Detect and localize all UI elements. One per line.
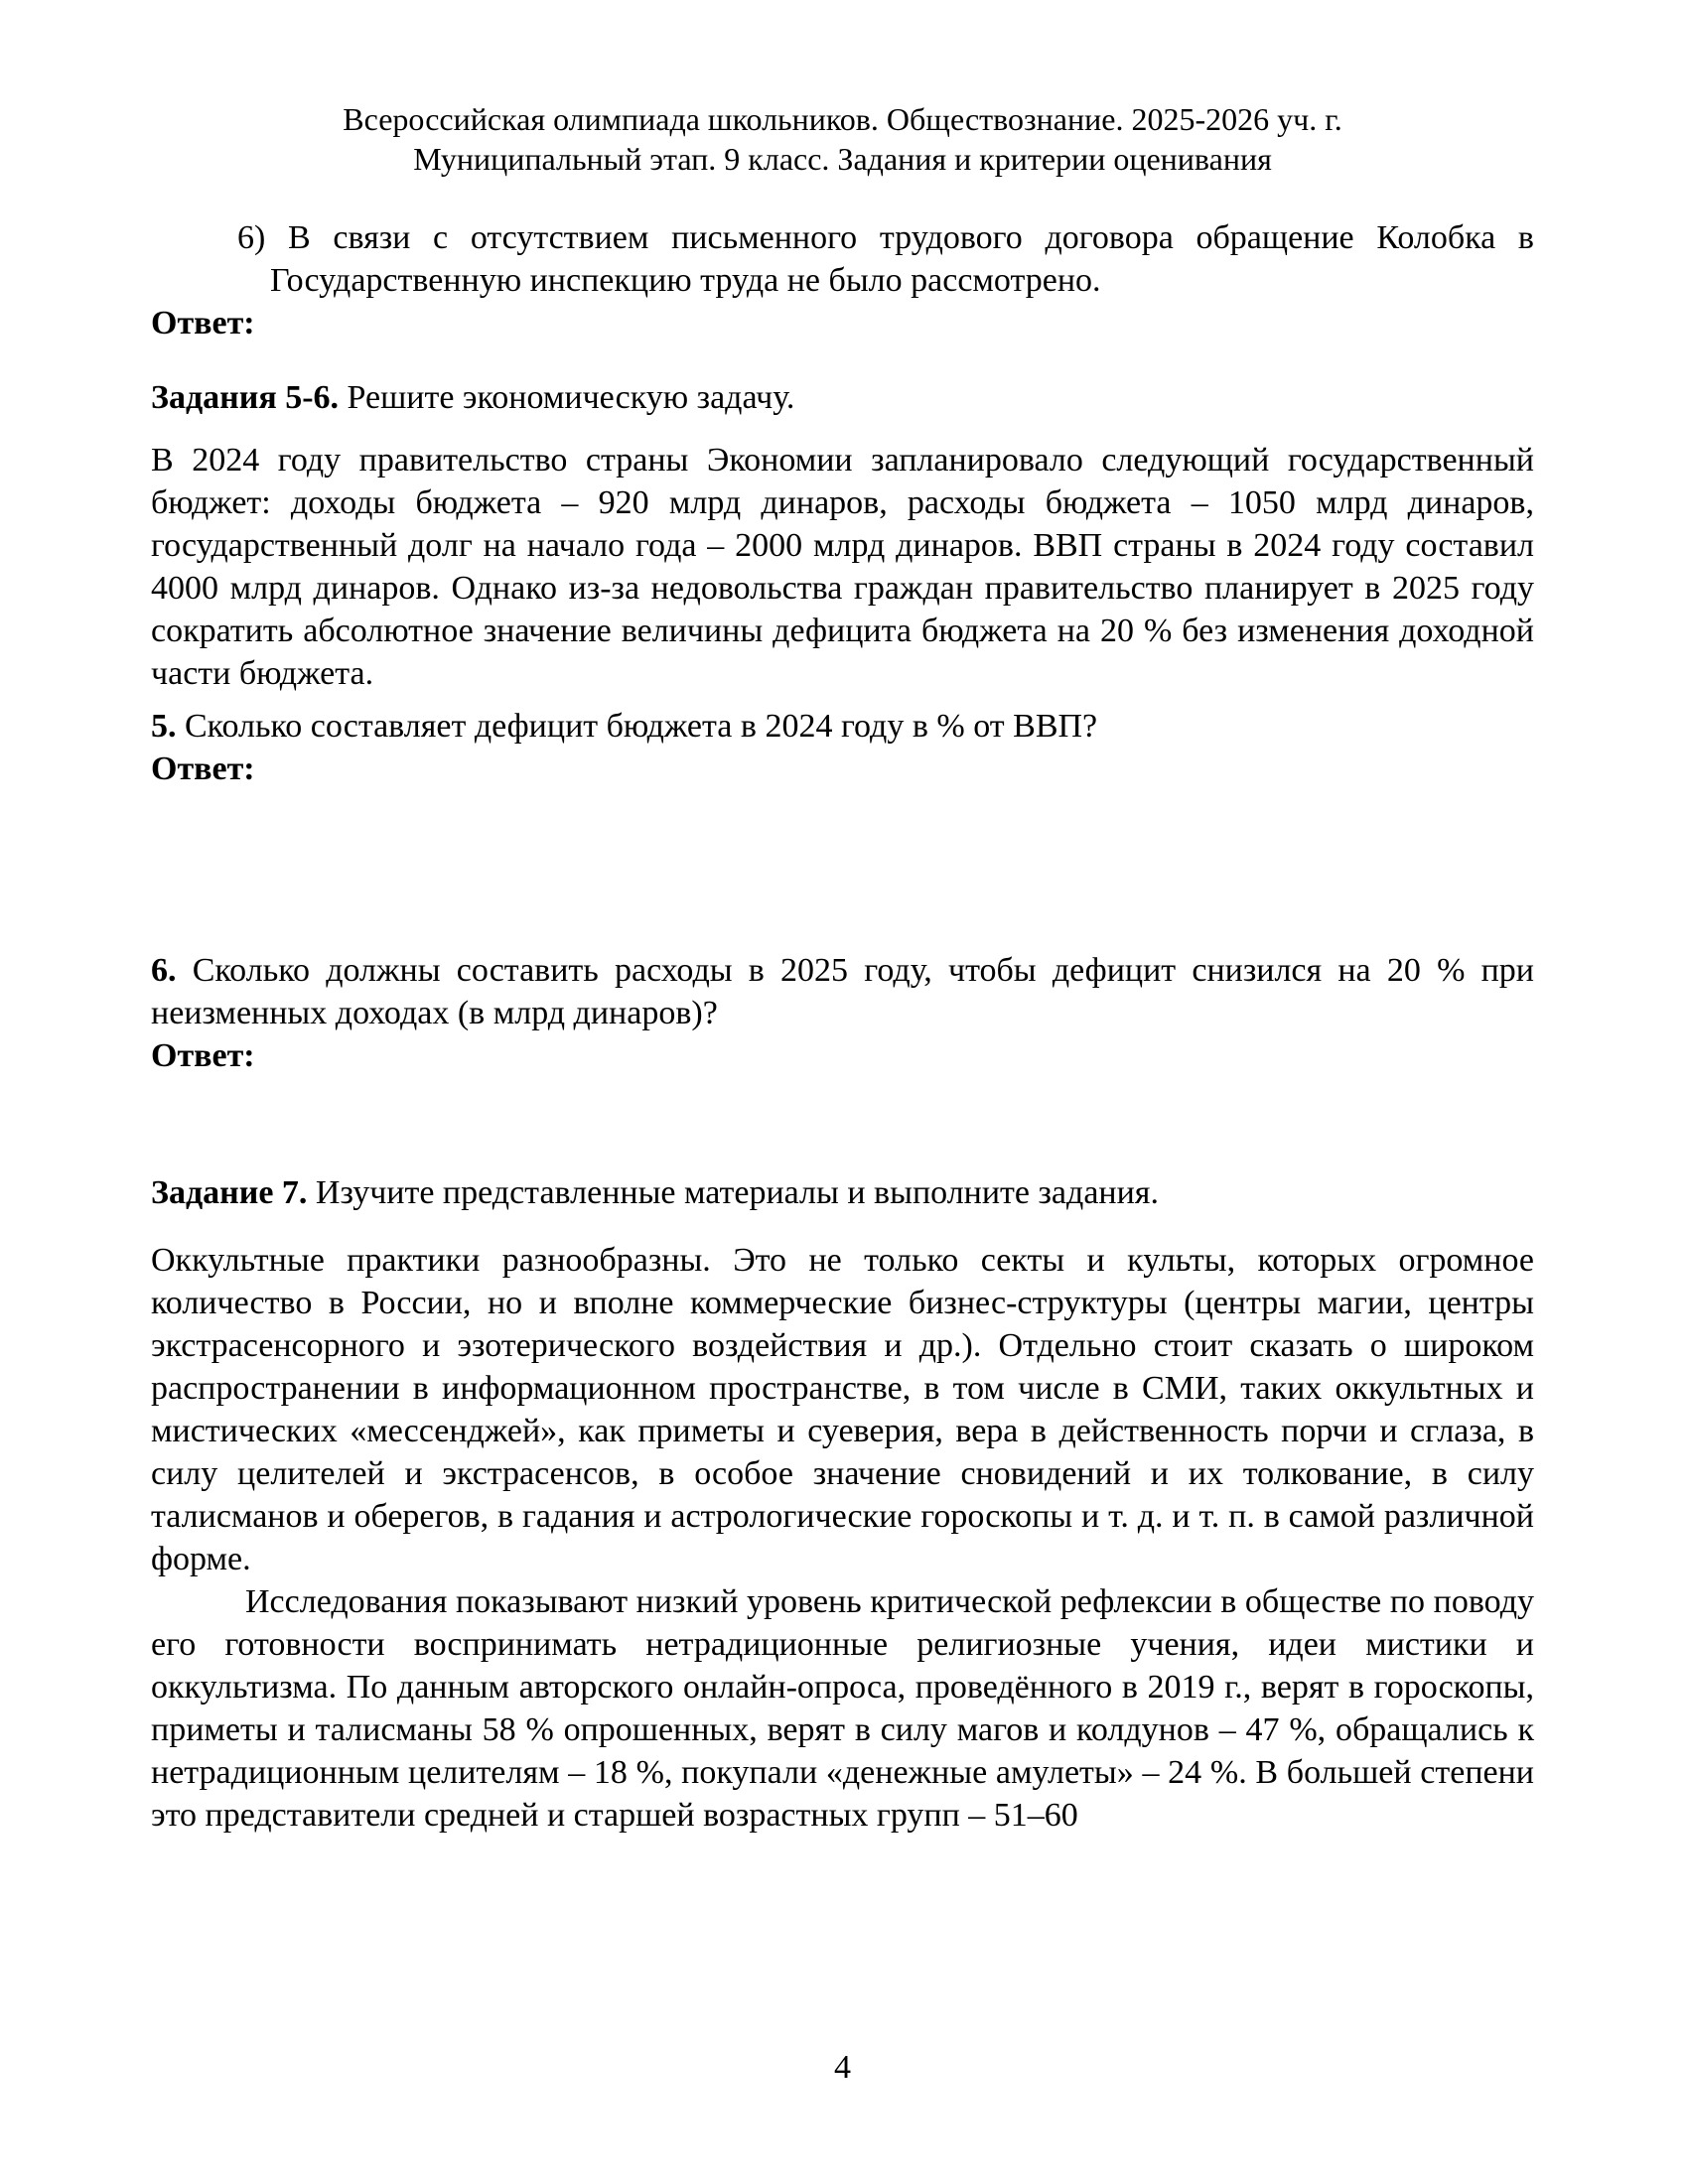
economic-problem-text: В 2024 году правительство страны Экономии запланировало следующий государственный бюджет: доходы бюджета – 920 млрд динаров, расходы бюджета – 1050 млрд динаров, государственный долг на начало года – 2000 млрд динаров. ВВП страны в 2024 году составил 4000 млрд динаров. Однако из-за недовольства граждан правительство планирует в 2025 году сократить абсолютное значение величины дефицита бюджета на 20 % без изменения доходной части бюджета. [151,442,1534,692]
item-6-text: 6) В связи с отсутствием письменного трудового договора обращение Колобка в Государственную инспекцию труда не было рассмотрено. [237,219,1534,299]
task-7-heading [151,1171,1534,1214]
answer-label-question-6: Ответ: [151,1037,255,1074]
tasks-5-6-heading-text: Решите экономическую задачу. [339,379,795,416]
tasks-5-6-heading-number: Задания 5-6. [151,379,340,416]
question-6-text: Сколько должны составить расходы в 2025 году, чтобы дефицит снизился на 20 % при неизменных доходах (в млрд динаров)? [151,952,1534,1031]
answer-label-item6: Ответ: [151,305,255,341]
question-5 [151,705,1534,748]
task-7-heading-text: Изучите представленные материалы и выполните задания. [307,1174,1159,1211]
answer-label-question-5: Ответ: [151,751,255,787]
tasks-5-6-heading [151,376,1534,419]
question-5-number: 5. [151,708,177,745]
question-6-number: 6. [151,952,177,989]
document-header [151,99,1534,179]
header-line-2: Муниципальный этап. 9 класс. Задания и критерии оценивания [413,141,1272,177]
question-6 [151,949,1534,1034]
task-7-heading-number: Задание 7. [151,1174,308,1211]
page-number: 4 [834,2049,851,2086]
task-7-material-paragraph-1: Оккультные практики разнообразны. Это не только секты и культы, которых огромное количество в России, но и вполне коммерческие бизнес-структуры (центры магии, центры экстрасенсорного и эзотерического воздействия и др.). Отдельно стоит сказать о широком распространении в информационном пространстве, в том числе в СМИ, таких оккультных и мистических «мессенджей», как приметы и суеверия, вера в действенность порчи и сглаза, в силу целителей и экстрасенсов, в особое значение сновидений и их толкование, в силу талисманов и оберегов, в гадания и астрологические гороскопы и т. д. и т. п. в самой различной форме. [151,1242,1534,1577]
question-5-text: Сколько составляет дефицит бюджета в 2024 году в % от ВВП? [176,708,1098,745]
header-line-1: Всероссийская олимпиада школьников. Обществознание. 2025-2026 уч. г. [343,101,1342,137]
task-7-material-paragraph-2: Исследования показывают низкий уровень критической рефлексии в обществе по поводу его готовности воспринимать нетрадиционные религиозные учения, идеи мистики и оккультизма. По данным авторского онлайн-опроса, проведённого в 2019 г., верят в гороскопы, приметы и талисманы 58 % опрошенных, верят в силу магов и колдунов – 47 %, обращались к нетрадиционным целителям – 18 %, покупали «денежные амулеты» – 24 %. В большей степени это представители средней и старшей возрастных групп – 51–60 [151,1583,1534,1834]
